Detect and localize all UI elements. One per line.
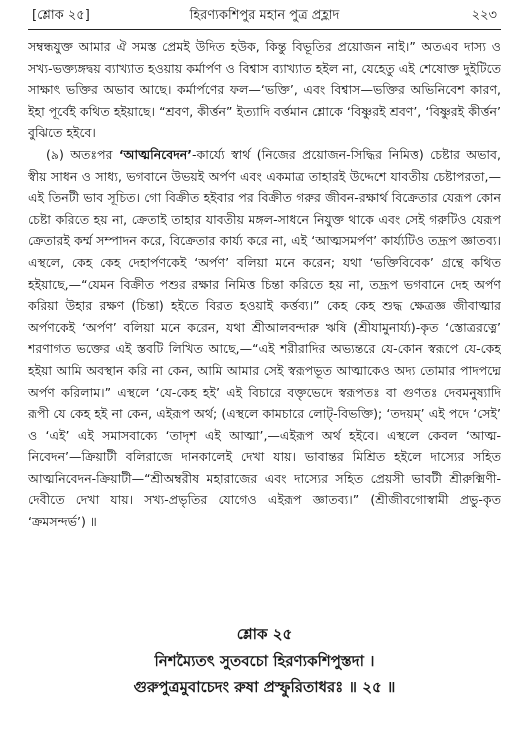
running-header: [32, 6, 497, 26]
paragraph-1: সম্বন্ধযুক্ত আমার ঐ সমস্ত প্রেমই উদিত হউক, কিন্তু বিভূতির প্রয়োজন নাই।” অতএব দাস্য ও সখ্য-ভক্ত্যঙ্গদ্বয় ব্যাখ্যাত হওয়ায় কর্মার্পণ ও বিশ্বাস ব্যাখ্যাত হইল না, যেহেতু এই শেষোক্ত দুইটিতে সাক্ষাৎ ভক্তির অভাব আছে। কর্মার্পণের ফল—‘ভক্তি’, এবং বিশ্বাস—ভক্তির অভিনিবেশ কারণ, ইহা পূর্বেই কথিত হইয়াছে। “শ্রবণ, কীর্ত্তন” ইত্যাদি বর্ত্তমান শ্লোকে ‘বিষ্ণুরই শ্রবণ’, ‘বিষ্ণুরই কীর্ত্তন’ বুঝিতে হইবে।: [28, 39, 501, 141]
header-chapter-title: হিরণ্যকশিপুর মহান পুত্র প্রহ্লাদ: [189, 8, 340, 23]
paragraph-2: [28, 144, 501, 533]
paragraph-2-lead: (৯) অতঃপর: [46, 146, 119, 162]
paragraph-2-text: -কার্য্যে স্বার্থ (নিজের প্রয়োজন-সিদ্ধির নিমিত্ত) চেষ্টার অভাব, স্বীয় সাধন ও সাধ্য, ভগবানে উভয়ই অর্পণ এবং একমাত্র তাহারই উদ্দেশে যাবতীয় চেষ্টাপরতা,—এই তিনটী ভাব সূচিত। গো বিক্রীত হইবার পর বিক্রীত গরুর জীবন-রক্ষার্থ বিক্রেতার যেরূপ কোন চেষ্টা করিতে হয় না, ক্রেতাই তাহার যাবতীয় মঙ্গল-সাধনে নিযুক্ত থাকে এবং সেই গরুটিও যেরূপ ক্রেতারই কর্ম্ম সম্পাদন করে, বিক্রেতার কার্য্য করে না, এই ‘আত্মসমর্পণ’ কার্য্যটিও তদ্রূপ জ্ঞাতব্য। এস্থলে, কেহ কেহ দেহার্পণকেই ‘অর্পণ’ বলিয়া মনে করেন; যথা ‘ভক্তিবিবেক’ গ্রন্থে কথিত হইয়াছে,—“যেমন বিক্রীত পশুর রক্ষার নিমিত্ত চিন্তা করিতে হয় না, তদ্রূপ ভগবানে দেহ অর্পণ করিয়া উহার রক্ষণ (চিন্তা) হইতে বিরত হওয়াই কর্ত্তব্য।” কেহ কেহ শুদ্ধ ক্ষেত্রজ্ঞ জীবাত্মার অর্পণকেই ‘অর্পণ’ বলিয়া মনে করেন, যথা শ্রীআলবন্দারু ঋষি (শ্রীযামুনার্য্য)-কৃত ‘স্তোত্ররত্নে’ শরণাগত ভক্তের এই স্তবটি লিখিত আছে,—“এই শরীরাদির অভ্যন্তরে যে-কোন স্বরূপে যে-কেহ হইয়া আমি অবস্থান করি না কেন, আমি আমার সেই স্বরূপভূত আত্মাকেও অদ্য তোমার পাদপদ্মে অর্পণ করিলাম।” এস্থলে ‘যে-কেহ হই’ এই বিচারে বক্তৃভেদে স্বরূপতঃ বা গুণতঃ দেবমনুষ্যাদি রূপী যে কেহ হই না কেন, এইরূপ অর্থ; (এস্থলে কামচারে লোট্-বিভক্তি); ‘তদয়ম্’ এই পদে ‘সেই’ ও ‘এই’ এই সমাসবাক্যে ‘তাদৃশ এই আত্মা’,—এইরূপ অর্থ হইবে। এস্থলে কেবল ‘আত্ম-নিবেদন’—ক্রিয়াটী বলিরাজে দানকালেই দেখা যায়। ভাবান্তর মিশ্রিত হইলে দাস্যের সহিত আত্মনিবেদন-ক্রিয়াটী—“শ্রীঅম্বরীষ মহারাজের এবং দাস্যের সহিত প্রেয়সী ভাবটী শ্রীরুক্মিণী-দেবীতে দেখা যায়। সখ্য-প্রভৃতির যোগেও এইরূপ জ্ঞাতব্য।” (শ্রীজীবগোস্বামী প্রভু-কৃত ‘ক্রমসন্দর্ভ’) ॥: [28, 146, 501, 530]
header-page-number: ২২৩: [471, 8, 497, 23]
purport-text: [28, 36, 501, 604]
term-atmanivedana: ‘আত্মনিবেদন’: [118, 146, 192, 162]
verse-line-1: নিশম্যৈতৎ সুতবচো হিরণ্যকশিপুস্তদা ।: [154, 652, 375, 670]
verse-line-2: গুরুপুত্রমুবাচেদং রুষা প্রস্ফুরিতাধরঃ ॥ ২৫ ॥: [133, 678, 396, 696]
verse-heading: শ্লোক ২৫: [236, 625, 293, 643]
sanskrit-verse: [20, 648, 509, 700]
header-rule: [28, 29, 501, 30]
header-verse-ref: [শ্লোক ২৫]: [32, 8, 90, 23]
